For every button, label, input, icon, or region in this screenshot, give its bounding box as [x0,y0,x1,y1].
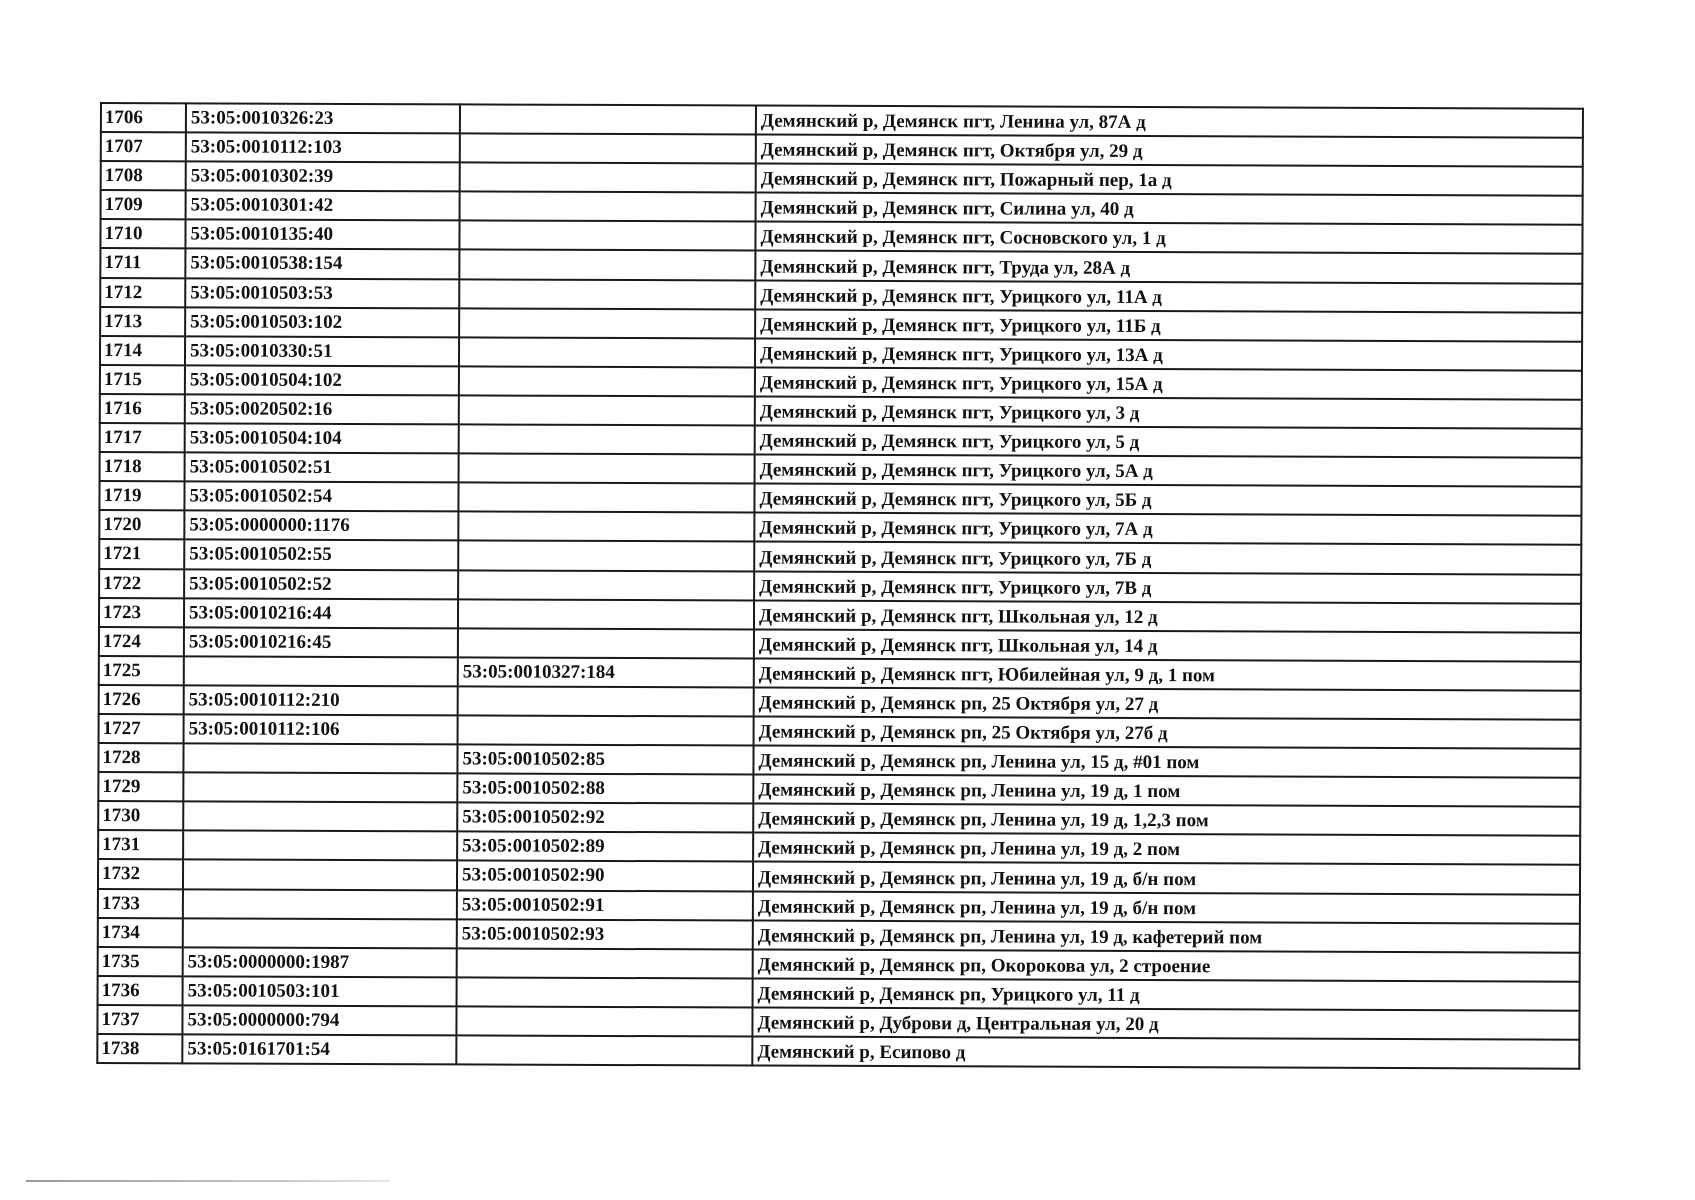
row-number-cell: 1731 [98,830,183,859]
address-cell: Демянский р, Демянск пгт, Урицкого ул, 7А д [754,513,1581,545]
table-row [97,1034,1579,1069]
cadastral-number-cell [183,743,457,773]
row-number-cell: 1715 [100,365,185,394]
premises-cadastral-number-cell [458,715,754,745]
cadastral-number-cell: 53:05:0020502:16 [185,394,459,424]
cadastral-number-cell: 53:05:0010502:55 [184,540,458,570]
row-number-cell: 1732 [98,859,183,888]
row-number-cell: 1706 [101,103,186,132]
row-number-cell: 1708 [101,161,186,190]
cadastral-number-cell: 53:05:0010302:39 [186,162,460,192]
premises-cadastral-number-cell: 53:05:0010502:91 [457,890,753,920]
address-cell: Демянский р, Демянск рп, Ленина ул, 15 д, #01 пом [753,746,1580,778]
address-cell: Демянский р, Демянск рп, 25 Октября ул, 27 д [754,687,1581,719]
premises-cadastral-number-cell [458,512,754,542]
table-body [97,103,1583,1069]
address-cell: Демянский р, Демянск рп, Ленина ул, 19 д, 1,2,3 пом [753,804,1580,836]
premises-cadastral-number-cell: 53:05:0010502:90 [457,861,753,891]
premises-cadastral-number-cell [457,977,753,1007]
row-number-cell: 1725 [99,656,184,685]
premises-cadastral-number-cell [459,424,755,454]
row-number-cell: 1707 [101,132,186,161]
premises-cadastral-number-cell [458,483,754,513]
premises-cadastral-number-cell [456,1006,752,1036]
premises-cadastral-number-cell: 53:05:0010502:92 [457,803,753,833]
property-register-table [96,102,1584,1070]
premises-cadastral-number-cell [459,221,755,251]
premises-cadastral-number-cell [459,454,755,484]
cadastral-number-cell: 53:05:0010330:51 [185,336,459,366]
row-number-cell: 1735 [98,947,183,976]
row-number-cell: 1723 [99,598,184,627]
cadastral-number-cell: 53:05:0010502:51 [185,452,459,482]
scan-artifact-line [26,1180,390,1182]
address-cell: Демянский р, Демянск рп, 25 Октября ул, 27б д [754,716,1581,748]
cadastral-number-cell [183,772,457,802]
premises-cadastral-number-cell: 53:05:0010502:85 [457,744,753,774]
cadastral-number-cell: 53:05:0000000:1987 [183,947,457,977]
address-cell: Демянский р, Демянск пгт, Урицкого ул, 3 д [755,396,1582,428]
cadastral-number-cell [183,889,457,919]
address-cell: Демянский р, Демянск рп, Ленина ул, 19 д, б/н пом [753,891,1580,923]
address-cell: Демянский р, Демянск пгт, Пожарный пер, 1а д [756,164,1583,196]
premises-cadastral-number-cell [459,279,755,309]
row-number-cell: 1726 [99,685,184,714]
row-number-cell: 1737 [97,1005,182,1034]
cadastral-number-cell: 53:05:0010504:102 [185,365,459,395]
cadastral-number-cell: 53:05:0161701:54 [182,1034,456,1064]
address-cell: Демянский р, Демянск пгт, Урицкого ул, 11А д [755,280,1582,312]
premises-cadastral-number-cell [459,395,755,425]
premises-cadastral-number-cell [460,192,756,222]
address-cell: Демянский р, Демянск пгт, Урицкого ул, 5А д [755,455,1582,487]
premises-cadastral-number-cell: 53:05:0010502:89 [457,832,753,862]
row-number-cell: 1722 [99,569,184,598]
cadastral-number-cell: 53:05:0010216:44 [184,598,458,628]
cadastral-number-cell: 53:05:0010504:104 [185,423,459,453]
address-cell: Демянский р, Демянск рп, Ленина ул, 19 д, кафетерий пом [753,920,1580,952]
address-cell: Демянский р, Демянск пгт, Школьная ул, 14 д [754,629,1581,661]
cadastral-number-cell: 53:05:0010502:52 [184,569,458,599]
cadastral-number-cell [183,918,457,948]
address-cell: Демянский р, Демянск пгт, Урицкого ул, 11Б д [755,309,1582,341]
cadastral-number-cell: 53:05:0010301:42 [186,191,460,221]
premises-cadastral-number-cell [458,686,754,716]
premises-cadastral-number-cell [459,366,755,396]
row-number-cell: 1728 [98,743,183,772]
row-number-cell: 1738 [97,1034,182,1063]
cadastral-number-cell: 53:05:0010538:154 [185,249,459,279]
premises-cadastral-number-cell [459,308,755,338]
row-number-cell: 1717 [100,423,185,452]
row-number-cell: 1712 [100,278,185,307]
cadastral-number-cell: 53:05:0000000:1176 [184,511,458,541]
premises-cadastral-number-cell [459,337,755,367]
row-number-cell: 1730 [98,801,183,830]
premises-cadastral-number-cell [459,250,755,280]
cadastral-number-cell: 53:05:0000000:794 [182,1005,456,1035]
cadastral-number-cell: 53:05:0010503:101 [183,976,457,1006]
address-cell: Демянский р, Демянск рп, Окорокова ул, 2 строение [753,949,1580,981]
address-cell: Демянский р, Демянск пгт, Урицкого ул, 15А д [755,367,1582,399]
row-number-cell: 1709 [101,190,186,219]
row-number-cell: 1720 [99,510,184,539]
address-cell: Демянский р, Демянск пгт, Школьная ул, 12 д [754,600,1581,632]
address-cell: Демянский р, Демянск пгт, Урицкого ул, 5 д [755,426,1582,458]
address-cell: Демянский р, Есипово д [752,1037,1579,1069]
address-cell: Демянский р, Демянск пгт, Сосновского ул, 1 д [755,222,1582,254]
premises-cadastral-number-cell [460,104,756,134]
premises-cadastral-number-cell: 53:05:0010502:88 [457,774,753,804]
address-cell: Демянский р, Демянск рп, Ленина ул, 19 д, 1 пом [753,775,1580,807]
cadastral-number-cell: 53:05:0010135:40 [185,220,459,250]
row-number-cell: 1716 [100,394,185,423]
row-number-cell: 1718 [100,452,185,481]
address-cell: Демянский р, Демянск пгт, Урицкого ул, 13А д [755,338,1582,370]
row-number-cell: 1719 [99,481,184,510]
premises-cadastral-number-cell [456,1035,752,1065]
row-number-cell: 1736 [98,976,183,1005]
row-number-cell: 1724 [99,627,184,656]
cadastral-number-cell: 53:05:0010216:45 [184,627,458,657]
cadastral-number-cell: 53:05:0010503:53 [185,278,459,308]
address-cell: Демянский р, Демянск пгт, Октября ул, 29 д [756,135,1583,167]
premises-cadastral-number-cell [458,599,754,629]
address-cell: Демянский р, Демянск рп, Урицкого ул, 11 д [753,978,1580,1010]
row-number-cell: 1729 [98,772,183,801]
cadastral-number-cell: 53:05:0010112:106 [184,714,458,744]
row-number-cell: 1713 [100,307,185,336]
address-cell: Демянский р, Демянск пгт, Юбилейная ул, 9 д, 1 пом [754,658,1581,690]
address-cell: Демянский р, Демянск пгт, Урицкого ул, 5Б д [754,484,1581,516]
premises-cadastral-number-cell [458,541,754,571]
address-cell: Демянский р, Демянск пгт, Урицкого ул, 7В д [754,571,1581,603]
cadastral-number-cell: 53:05:0010112:210 [184,685,458,715]
cadastral-number-cell: 53:05:0010503:102 [185,307,459,337]
premises-cadastral-number-cell: 53:05:0010327:184 [458,657,754,687]
cadastral-number-cell: 53:05:0010502:54 [184,482,458,512]
row-number-cell: 1727 [99,714,184,743]
cadastral-number-cell [183,802,457,832]
premises-cadastral-number-cell [457,948,753,978]
address-cell: Демянский р, Демянск пгт, Труда ул, 28А д [755,251,1582,283]
row-number-cell: 1733 [98,889,183,918]
cadastral-number-cell: 53:05:0010326:23 [186,103,460,133]
row-number-cell: 1734 [98,918,183,947]
row-number-cell: 1714 [100,336,185,365]
address-cell: Демянский р, Демянск рп, Ленина ул, 19 д, б/н пом [753,862,1580,894]
address-cell: Демянский р, Демянск пгт, Ленина ул, 87А д [756,106,1583,138]
premises-cadastral-number-cell [458,570,754,600]
row-number-cell: 1721 [99,539,184,568]
cadastral-number-cell [183,860,457,890]
row-number-cell: 1710 [100,219,185,248]
premises-cadastral-number-cell [460,133,756,163]
cadastral-number-cell [183,831,457,861]
address-cell: Демянский р, Демянск пгт, Силина ул, 40 д [756,193,1583,225]
address-cell: Демянский р, Демянск пгт, Урицкого ул, 7Б д [754,542,1581,574]
premises-cadastral-number-cell [460,163,756,193]
address-cell: Демянский р, Демянск рп, Ленина ул, 19 д, 2 пом [753,833,1580,865]
premises-cadastral-number-cell: 53:05:0010502:93 [457,919,753,949]
row-number-cell: 1711 [100,248,185,277]
cadastral-number-cell: 53:05:0010112:103 [186,132,460,162]
cadastral-number-cell [184,656,458,686]
address-cell: Демянский р, Дуброви д, Центральная ул, 20 д [752,1007,1579,1039]
premises-cadastral-number-cell [458,628,754,658]
